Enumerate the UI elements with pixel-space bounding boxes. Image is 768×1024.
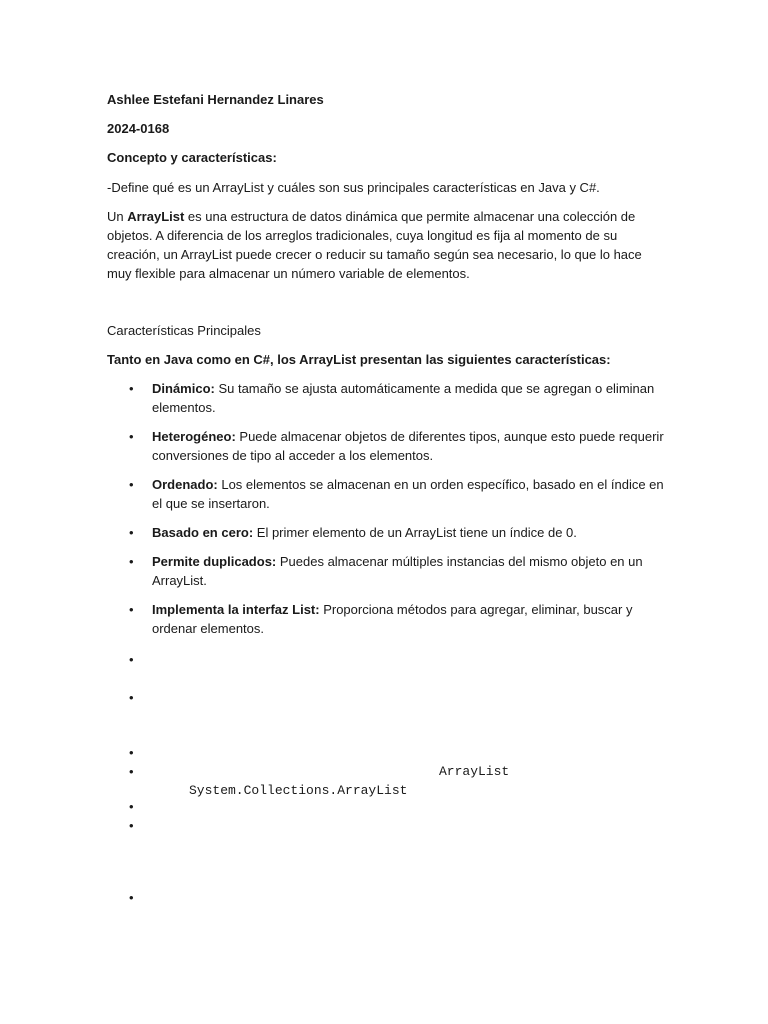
feature-item	[152, 523, 672, 542]
code-namespace: System.Collections.ArrayList	[189, 783, 408, 798]
bullet-marker-empty: •	[129, 890, 134, 905]
feature-term: Ordenado:	[152, 477, 218, 492]
bullet-marker-empty: •	[129, 745, 134, 760]
features-lead: Tanto en Java como en C#, los ArrayList presentan las siguientes características:	[107, 352, 611, 367]
features-heading: Características Principales	[107, 323, 261, 338]
bullet-marker: •	[129, 477, 134, 492]
intro-term: ArrayList	[127, 209, 185, 224]
bullet-marker: •	[129, 602, 134, 617]
feature-text: El primer elemento de un ArrayList tiene un índice de 0.	[253, 525, 577, 540]
feature-item	[152, 379, 672, 417]
feature-text: Puede almacenar objetos de diferentes tipos, aunque esto puede requerir conversiones de tipo al acceder a los elementos.	[152, 429, 664, 463]
feature-text: Los elementos se almacenan en un orden específico, basado en el índice en el que se insertaron.	[152, 477, 664, 511]
question-prompt: -Define qué es un ArrayList y cuáles son sus principales características en Java y C#.	[107, 180, 600, 195]
bullet-marker-empty: •	[129, 818, 134, 833]
feature-item	[152, 552, 672, 590]
feature-term: Permite duplicados:	[152, 554, 277, 569]
section-title: Concepto y características:	[107, 150, 277, 165]
feature-text: Su tamaño se ajusta automáticamente a medida que se agregan o eliminan elementos.	[152, 381, 655, 415]
bullet-marker: •	[129, 381, 134, 396]
student-id: 2024-0168	[107, 121, 170, 136]
bullet-marker: •	[129, 429, 134, 444]
feature-term: Implementa la interfaz List:	[152, 602, 320, 617]
code-arraylist: ArrayList	[439, 764, 510, 779]
feature-term: Dinámico:	[152, 381, 215, 396]
feature-term: Basado en cero:	[152, 525, 254, 540]
bullet-marker-empty: •	[129, 690, 134, 705]
author-name: Ashlee Estefani Hernandez Linares	[107, 92, 324, 107]
feature-item	[152, 475, 672, 513]
feature-term: Heterogéneo:	[152, 429, 236, 444]
bullet-marker-empty: •	[129, 799, 134, 814]
feature-item	[152, 427, 672, 465]
bullet-marker: •	[129, 525, 134, 540]
bullet-marker: •	[129, 554, 134, 569]
feature-text: Proporciona métodos para agregar, eliminar, buscar y ordenar elementos.	[152, 602, 633, 636]
feature-item	[152, 600, 672, 638]
bullet-marker-empty: •	[129, 764, 134, 779]
bullet-marker-empty: •	[129, 652, 134, 667]
intro-paragraph	[107, 207, 667, 283]
intro-prefix: Un	[107, 209, 128, 224]
feature-text: Puedes almacenar múltiples instancias del mismo objeto en un ArrayList.	[152, 554, 643, 588]
intro-rest: es una estructura de datos dinámica que permite almacenar una colección de objetos. A diferencia de los arreglos tradicionales, cuya longitud es fija al momento de su creación, un ArrayList puede crecer o reducir su tamaño según sea necesario, lo que lo hace muy flexible para almacenar un número variable de elementos.	[107, 209, 642, 281]
